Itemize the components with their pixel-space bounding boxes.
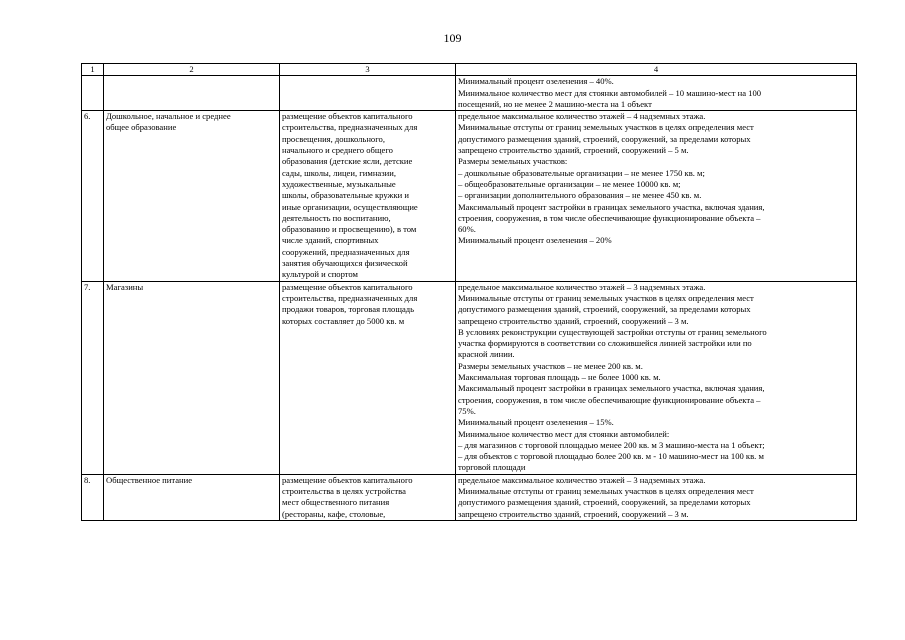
building-parameters-line: – общеобразовательные организации – не менее 10000 кв. м; xyxy=(458,178,681,189)
use-type-description-line: школы, образовательные кружки и xyxy=(282,190,409,201)
building-parameters-line: – для объектов с торговой площадью более 200 кв. м - 10 машино-мест на 100 кв. м xyxy=(458,451,764,462)
building-parameters-line: участка формируются в соответствии со сложившейся линией застройки или по xyxy=(458,338,752,349)
use-type-description-line: продажи товаров, торговая площадь xyxy=(282,304,415,315)
use-type-name-line: Общественное питание xyxy=(106,474,193,485)
building-parameters-line: Минимальный процент озеленения – 20% xyxy=(458,235,612,246)
use-type-description-line: сооружений, предназначенных для xyxy=(282,246,410,257)
building-parameters-line: предельное максимальное количество этажей – 3 надземных этажа. xyxy=(458,281,706,292)
use-type-description-line: мест общественного питания xyxy=(282,497,390,508)
building-parameters-line: 75%. xyxy=(458,405,476,416)
use-type-description-line: просвещения, дошкольного, xyxy=(282,133,385,144)
building-parameters-line: Размеры земельных участков: xyxy=(458,156,568,167)
building-parameters-line: запрещено строительство зданий, строений, сооружений – 3 м. xyxy=(458,315,689,326)
use-type-description-line: начального и среднего общего xyxy=(282,145,393,156)
building-parameters-line: 60%. xyxy=(458,224,476,235)
building-parameters-line: запрещено строительство зданий, строений, сооружений – 3 м. xyxy=(458,508,689,519)
building-parameters-line: допустимого размещения зданий, строений, сооружений, за пределами которых xyxy=(458,304,751,315)
use-type-description-line: строительства, предназначенных для xyxy=(282,122,418,133)
building-parameters-line: Минимальный процент озеленения – 15%. xyxy=(458,417,614,428)
building-parameters-line: В условиях реконструкции существующей застройки отступы от границ земельного xyxy=(458,326,767,337)
building-parameters-line: Минимальный процент озеленения – 40%. xyxy=(458,76,614,87)
use-type-description-line: художественные, музыкальные xyxy=(282,178,396,189)
building-parameters-line: Минимальное количество мест для стоянки автомобилей – 10 машино-мест на 100 xyxy=(458,87,762,98)
use-type-description-line: размещение объектов капитального xyxy=(282,111,413,122)
building-parameters-line: допустимого размещения зданий, строений, сооружений, за пределами которых xyxy=(458,133,751,144)
use-type-description xyxy=(280,474,456,520)
table-row xyxy=(82,76,857,111)
use-type-description-line: строительства в целях устройства xyxy=(282,485,406,496)
building-parameters-line: торговой площади xyxy=(458,462,526,473)
building-parameters-line: посещений, но не менее 2 машино-места на 1 объект xyxy=(458,98,652,109)
use-type-name-line: Магазины xyxy=(106,281,144,292)
column-header-2: 2 xyxy=(104,64,280,76)
building-parameters-line: запрещено строительство зданий, строений, сооружений – 5 м. xyxy=(458,145,689,156)
building-parameters-line: Размеры земельных участков – не менее 200 кв. м. xyxy=(458,360,643,371)
building-parameters-line: Максимальный процент застройки в границах земельного участка, включая здания, xyxy=(458,383,765,394)
building-parameters-line: строения, сооружения, в том числе обеспечивающие функционирование объекта – xyxy=(458,212,761,223)
building-parameters-line: допустимого размещения зданий, строений, сооружений, за пределами которых xyxy=(458,497,751,508)
use-type-description-line: образования (детские ясли, детские xyxy=(282,156,413,167)
building-parameters-line: предельное максимальное количество этажей – 4 надземных этажа. xyxy=(458,111,706,122)
use-type-description-line: образованию и просвещению), в том xyxy=(282,224,417,235)
building-parameters-line: Максимальный процент застройки в границах земельного участка, включая здания, xyxy=(458,201,765,212)
building-parameters xyxy=(456,76,857,111)
page-number: 109 xyxy=(443,31,462,45)
row-number: 7. xyxy=(82,281,104,474)
building-parameters-line: красной линии. xyxy=(458,349,515,360)
building-parameters-line: – организации дополнительного образования – не менее 450 кв. м. xyxy=(458,190,702,201)
use-type-description-line: (рестораны, кафе, столовые, xyxy=(282,508,386,519)
use-type-description-line: которых составляет до 5000 кв. м xyxy=(282,315,405,326)
building-parameters-line: Максимальная торговая площадь – не более 1000 кв. м. xyxy=(458,372,661,383)
row-number: 6. xyxy=(82,111,104,281)
building-parameters-line: – для магазинов с торговой площадью менее 200 кв. м 3 машино-места на 1 объект; xyxy=(458,439,765,450)
use-type-name-line: Дошкольное, начальное и среднее xyxy=(106,111,231,122)
use-type-description xyxy=(280,111,456,281)
building-parameters-line: строения, сооружения, в том числе обеспечивающие функционирование объекта – xyxy=(458,394,761,405)
building-parameters-line: Минимальные отступы от границ земельных участков в целях определения мест xyxy=(458,485,754,496)
building-parameters-line: Минимальные отступы от границ земельных участков в целях определения мест xyxy=(458,292,754,303)
use-type-name xyxy=(104,281,280,474)
use-type-description-line: строительства, предназначенных для xyxy=(282,292,418,303)
use-type-description xyxy=(280,281,456,474)
use-type-name xyxy=(104,111,280,281)
column-header-1: 1 xyxy=(82,64,104,76)
building-parameters xyxy=(456,474,857,520)
use-type-description-line: числе зданий, спортивных xyxy=(282,235,379,246)
building-parameters-line: предельное максимальное количество этажей – 3 надземных этажа. xyxy=(458,474,706,485)
table-row xyxy=(82,474,857,520)
use-type-name xyxy=(104,76,280,111)
use-type-description-line: размещение объектов капитального xyxy=(282,281,413,292)
column-header-3: 3 xyxy=(280,64,456,76)
use-type-name xyxy=(104,474,280,520)
column-header-4: 4 xyxy=(456,64,857,76)
building-parameters-line: Минимальные отступы от границ земельных участков в целях определения мест xyxy=(458,122,754,133)
table-row xyxy=(82,111,857,281)
use-type-description-line: культурой и спортом xyxy=(282,269,358,280)
use-type-description-line: деятельность по воспитанию, xyxy=(282,212,391,223)
table-header-row xyxy=(82,64,857,76)
use-type-name-line: общее образование xyxy=(106,122,177,133)
use-type-description-line: сады, школы, лицеи, гимназии, xyxy=(282,167,396,178)
building-parameters xyxy=(456,281,857,474)
building-parameters-line: – дошкольные образовательные организации – не менее 1750 кв. м; xyxy=(458,167,705,178)
row-number: 8. xyxy=(82,474,104,520)
table-row xyxy=(82,281,857,474)
regulations-table xyxy=(81,63,857,521)
use-type-description-line: занятия обучающихся физической xyxy=(282,258,408,269)
row-number xyxy=(82,76,104,111)
use-type-description xyxy=(280,76,456,111)
use-type-description-line: размещение объектов капитального xyxy=(282,474,413,485)
use-type-description-line: иные организации, осуществляющие xyxy=(282,201,418,212)
building-parameters xyxy=(456,111,857,281)
building-parameters-line: Минимальное количество мест для стоянки автомобилей: xyxy=(458,428,670,439)
